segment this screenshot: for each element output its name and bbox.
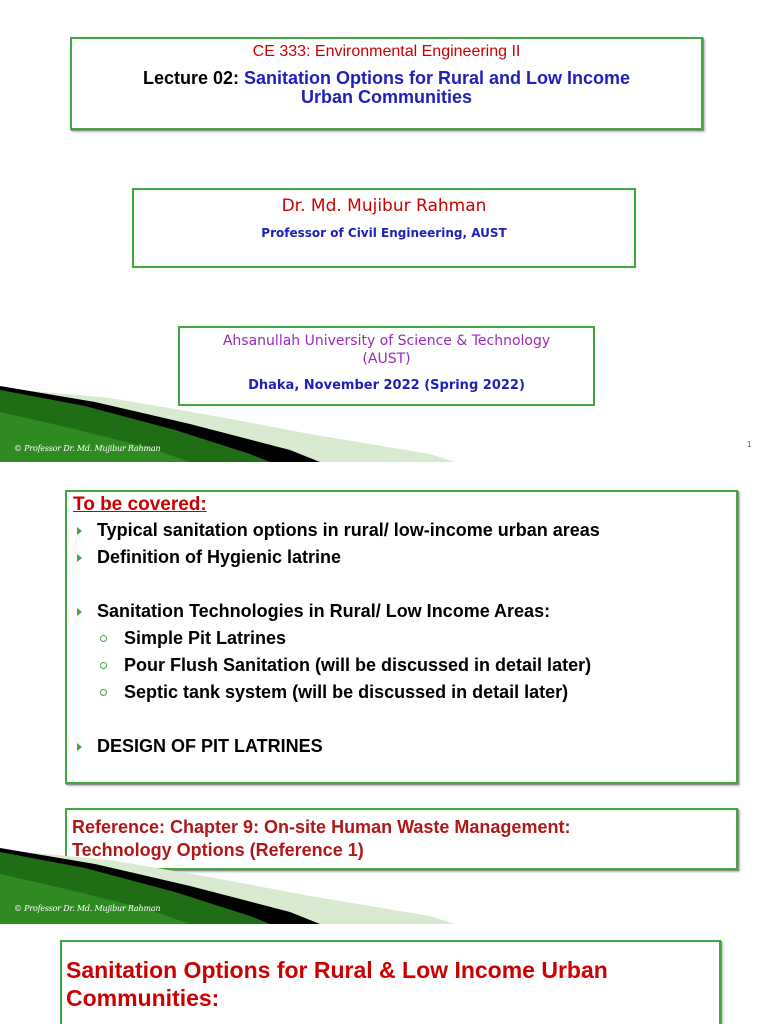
section-heading-line-1: Sanitation Options for Rural & Low Income Urban bbox=[66, 957, 608, 983]
presenter-name: Dr. Md. Mujibur Rahman bbox=[281, 196, 487, 216]
section-heading-line-2: Communities: bbox=[66, 985, 220, 1011]
presenter-box bbox=[132, 188, 636, 268]
university-name-line-2: (AUST) bbox=[362, 351, 411, 367]
topic-text: DESIGN OF PIT LATRINES bbox=[97, 736, 323, 756]
university-name-line-1: Ahsanullah University of Science & Technology bbox=[222, 333, 551, 349]
copyright-footer: © Professor Dr. Md. Mujibur Rahman bbox=[14, 904, 161, 913]
bullet-circle-icon bbox=[100, 635, 107, 642]
section-heading bbox=[66, 956, 719, 1012]
topic-item bbox=[67, 544, 736, 571]
subtopic-item bbox=[97, 679, 736, 706]
page-number: 1 bbox=[747, 440, 752, 449]
lecture-title-line-1: Sanitation Options for Rural and Low Income bbox=[244, 68, 631, 88]
bullet-arrow-icon bbox=[77, 743, 82, 751]
subtopic-item bbox=[97, 652, 736, 679]
topics-list bbox=[67, 517, 736, 760]
lecture-title bbox=[72, 69, 701, 107]
slide-2 bbox=[0, 462, 768, 924]
topic-text: Sanitation Technologies in Rural/ Low Income Areas: bbox=[97, 601, 551, 621]
subtopic-text: Pour Flush Sanitation (will be discussed in detail later) bbox=[124, 655, 592, 675]
lecture-date: Dhaka, November 2022 (Spring 2022) bbox=[248, 378, 525, 393]
reference-line-1: Reference: Chapter 9: On-site Human Waste Management: bbox=[72, 817, 571, 837]
bullet-arrow-icon bbox=[77, 554, 82, 562]
topic-item bbox=[67, 598, 736, 706]
course-code-title: CE 333: Environmental Engineering II bbox=[252, 43, 521, 60]
subtopics-list bbox=[97, 625, 736, 706]
topics-box bbox=[65, 490, 738, 784]
university-name bbox=[180, 332, 593, 368]
slide-3 bbox=[0, 924, 768, 1024]
bullet-arrow-icon bbox=[77, 527, 82, 535]
topics-heading: To be covered: bbox=[73, 494, 207, 515]
lecture-title-line-2: Urban Communities bbox=[300, 87, 473, 107]
topic-item bbox=[67, 733, 736, 760]
bullet-arrow-icon bbox=[77, 608, 82, 616]
topic-text: Definition of Hygienic latrine bbox=[97, 547, 342, 567]
bullet-circle-icon bbox=[100, 689, 107, 696]
presenter-role: Professor of Civil Engineering, AUST bbox=[261, 226, 507, 240]
slide-1 bbox=[0, 0, 768, 462]
subtopic-item bbox=[97, 625, 736, 652]
subtopic-text: Septic tank system (will be discussed in detail later) bbox=[124, 682, 569, 702]
section-heading-box bbox=[60, 940, 721, 1024]
subtopic-text: Simple Pit Latrines bbox=[124, 628, 287, 648]
bullet-circle-icon bbox=[100, 662, 107, 669]
reference-line-2: Technology Options (Reference 1) bbox=[72, 840, 364, 860]
course-title-box bbox=[70, 37, 703, 130]
lecture-prefix: Lecture 02: bbox=[142, 68, 245, 88]
topic-item bbox=[67, 517, 736, 544]
topic-text: Typical sanitation options in rural/ low-income urban areas bbox=[97, 520, 600, 540]
copyright-footer: © Professor Dr. Md. Mujibur Rahman bbox=[14, 444, 161, 453]
